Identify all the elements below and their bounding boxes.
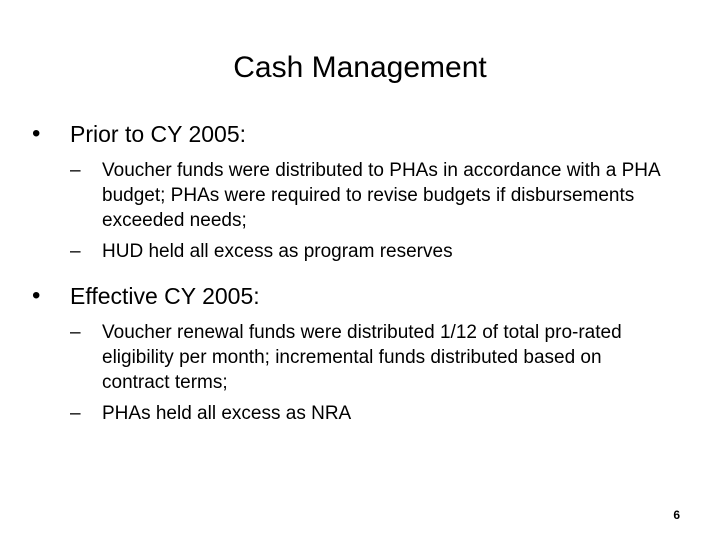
slide-title: Cash Management — [233, 51, 487, 84]
sub-bullet-marker: – — [70, 241, 81, 262]
page-number: 6 — [673, 508, 680, 522]
sub-bullet-text: Voucher renewal funds were distributed 1/12 of total pro-rated eligibility per month; incremental funds distributed based on contract terms; — [102, 322, 622, 393]
sub-bullet-text: Voucher funds were distributed to PHAs in accordance with a PHA budget; PHAs were required to revise budgets if disbursements exceeded needs; — [102, 160, 660, 231]
sub-bullet-item — [70, 401, 692, 426]
sub-bullet-marker: – — [70, 322, 81, 343]
bullet-list — [32, 118, 692, 442]
bullet-marker: • — [32, 120, 41, 147]
sub-bullet-list — [70, 158, 692, 264]
bullet-text: Effective CY 2005: — [70, 283, 260, 309]
bullet-text: Prior to CY 2005: — [70, 121, 247, 147]
bullet-item — [32, 280, 692, 426]
sub-bullet-item — [70, 320, 692, 395]
sub-bullet-text: HUD held all excess as program reserves — [102, 241, 453, 262]
sub-bullet-text: PHAs held all excess as NRA — [102, 403, 352, 424]
sub-bullet-marker: – — [70, 403, 81, 424]
sub-bullet-item — [70, 239, 692, 264]
bullet-marker: • — [32, 282, 41, 309]
sub-bullet-item — [70, 158, 692, 233]
sub-bullet-marker: – — [70, 160, 81, 181]
bullet-item — [32, 118, 692, 264]
sub-bullet-list — [70, 320, 692, 426]
